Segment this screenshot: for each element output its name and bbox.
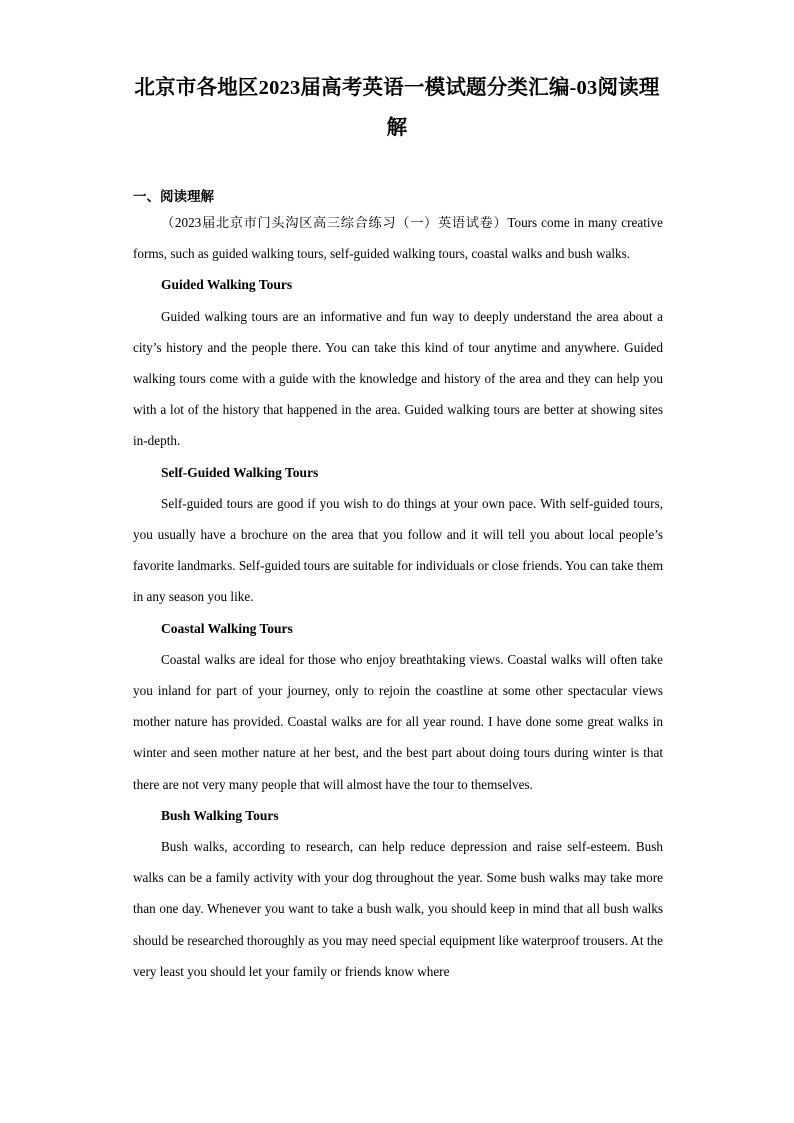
subheading-guided-walking-tours: Guided Walking Tours [161,277,293,293]
paragraph-guided-walking-tours: Guided walking tours are an informative and fun way to deeply understand the area about a city’s history and the people there. You can take this kind of tour anytime and anywhere. Guided walking tours come with a guide with the knowledge and history of the area and they can help you with a lot of the history that happened in the area. Guided walking tours are better at showing sites in-depth. [133,308,663,449]
paragraph-bush-walking-tours: Bush walks, according to research, can help reduce depression and raise self-esteem. Bush walks can be a family activity with your dog throughout the year. Some bush walks may take more than one day. Whenever you want to take a bush walk, you should keep in mind that all bush walks should be researched thoroughly as you may need special equipment like waterproof trousers. At the very least you should let your family or friends know where [133,839,663,979]
document-title: 北京市各地区2023届高考英语一模试题分类汇编-03阅读理解 [134,77,660,139]
subheading-coastal-walking-tours: Coastal Walking Tours [161,620,293,636]
paragraph-coastal-walking-tours: Coastal walks are ideal for those who enjoy breathtaking views. Coastal walks will often take you inland for part of your journey, only to rejoin the coastline at some other spectacular views mother nature has provided. Coastal walks are for all year round. I have done some great walks in winter and seen mother nature at her best, and the best part about doing tours during winter is that there are not very many people that will almost have the tour to themselves. [133,651,663,792]
intro-paragraph: （2023届北京市门头沟区高三综合练习（一）英语试卷）Tours come in many creative forms, such as guided walking tours, self-guided walking tours, coastal walks and bush walks. [133,215,663,262]
document-body [133,207,663,987]
paragraph-self-guided-walking-tours: Self-guided tours are good if you wish to do things at your own pace. With self-guided tours, you usually have a brochure on the area that you follow and it will tell you about local people’s favorite landmarks. Self-guided tours are suitable for individuals or close friends. You can take them in any season you like. [133,495,663,605]
subheading-bush-walking-tours: Bush Walking Tours [161,807,279,823]
section-heading: 一、阅读理解 [133,189,214,204]
subheading-self-guided-walking-tours: Self-Guided Walking Tours [161,464,319,480]
